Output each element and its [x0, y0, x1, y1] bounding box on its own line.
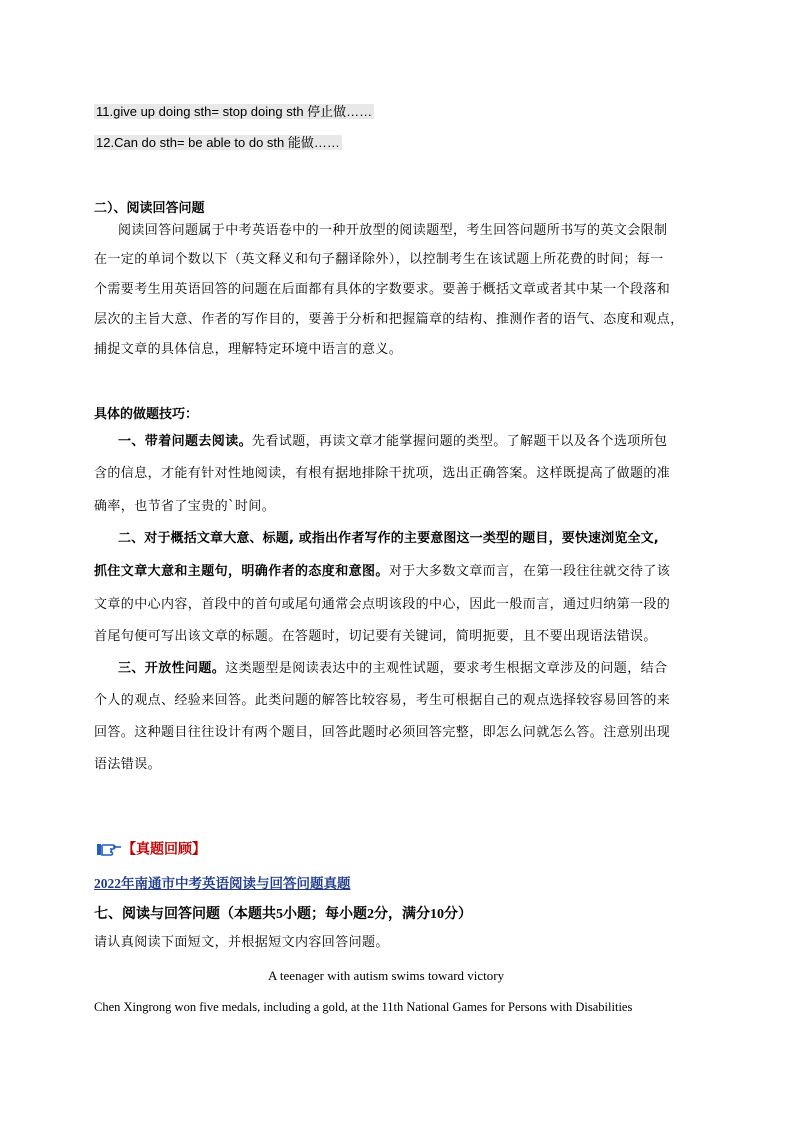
tip3-line-1-rest: 这类题型是阅读表达中的主观性试题，要求考生根据文章涉及的问题，结合	[225, 661, 668, 676]
section-title: 二）、阅读回答问题	[94, 201, 205, 216]
tip3-line-1	[118, 660, 667, 678]
vocab-item-12-text: 12.Can do sth= be able to do sth 能做……	[96, 135, 340, 150]
intro-line-1: 阅读回答问题属于中考英语卷中的一种开放型的阅读题型，考生回答问题所书写的英文会限制	[118, 223, 668, 238]
intro-line-2: 在一定的单词个数以下（英文释义和句子翻译除外），以控制考生在该试题上所花费的时间；每一	[94, 252, 664, 267]
tip1-line-1	[118, 433, 667, 451]
tip1-line-3: 确率，也节省了宝贵的`时间。	[94, 499, 276, 514]
tip2-line-2	[94, 563, 670, 581]
question-heading: 七、阅读与回答问题（本题共5小题；每小题2分，满分10分）	[94, 907, 472, 922]
tip3-line-3: 回答。这种题目往往设计有两个题目，回答此题时必须回答完整，即怎么问就怎么答。注意别出现	[94, 725, 671, 740]
vocab-item-12	[94, 134, 342, 152]
tip2-line-1: 二、对于概括文章大意、标题, 或指出作者写作的主要意图这一类型的题目，要快速浏览全文,	[118, 531, 659, 546]
tip2-line-2-rest: 对于大多数文章而言，在第一段往往就交待了该	[388, 564, 671, 579]
tips-heading: 具体的做题技巧：	[94, 407, 199, 422]
tip2-line-3: 文章的中心内容，首段中的首句或尾句通常会点明该段的中心，因此一般而言，通过归纳第一段的	[94, 597, 671, 612]
intro-line-5: 捕捉文章的具体信息，理解特定环境中语言的意义。	[94, 342, 403, 357]
tip1-line-1-rest: 先看试题，再读文章才能掌握问题的类型。了解题干以及各个选项所包	[252, 434, 668, 449]
vocab-item-11-text: 11.give up doing sth= stop doing sth 停止做……	[96, 104, 373, 119]
tip1-title: 一、带着问题去阅读。	[118, 434, 253, 449]
tip3-line-2: 个人的观点、经验来回答。此类问题的解答比较容易，考生可根据自己的观点选择较容易回答的来	[94, 693, 671, 708]
instruction: 请认真阅读下面短文，并根据短文内容回答问题。	[94, 935, 389, 950]
intro-line-3: 个需要考生用英语回答的问题在后面都有具体的字数要求。要善于概括文章或者其中某一个段落和	[94, 282, 671, 297]
review-label: 【真题回顾】	[122, 841, 206, 858]
article-line-1: Chen Xingrong won five medals, including a gold, at the 11th National Games for Persons with Disabilities	[94, 1000, 633, 1014]
exam-title: 2022年南通市中考英语阅读与回答问题真题	[94, 876, 351, 891]
tip3-title: 三、开放性问题。	[118, 661, 226, 676]
tip1-line-2: 含的信息，才能有针对性地阅读，有根有据地排除干扰项，选出正确答案。这样既提高了做题的准	[94, 466, 671, 481]
intro-line-4: 层次的主旨大意、作者的写作目的，要善于分析和把握篇章的结构、推测作者的语气、态度和观点，	[94, 312, 684, 327]
review-header	[96, 838, 206, 856]
tip2-title-rest: 抓住文章大意和主题句，明确作者的态度和意图。	[94, 564, 389, 579]
article-title: A teenager with autism swims toward victory	[268, 968, 505, 983]
vocab-item-11	[94, 103, 374, 121]
tip2-line-4: 首尾句便可写出该文章的标题。在答题时，切记要有关键词，简明扼要，且不要出现语法错误。	[94, 629, 657, 644]
pointing-hand-icon	[96, 841, 122, 857]
tip3-line-4: 语法错误。	[94, 757, 162, 772]
